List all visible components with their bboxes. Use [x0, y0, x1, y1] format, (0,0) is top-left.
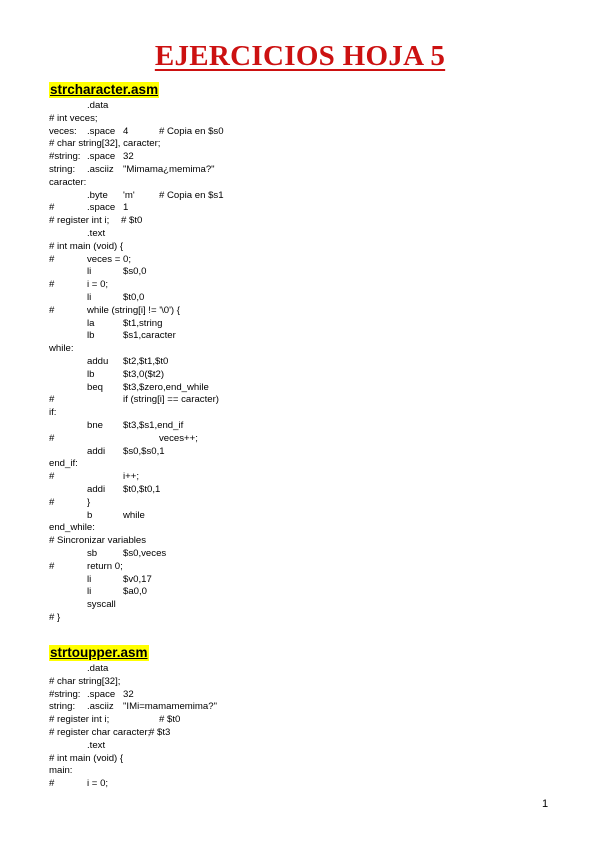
code-token: while — [123, 509, 145, 521]
code-token: beq — [87, 381, 104, 393]
code-token: $s0,veces — [123, 548, 167, 559]
code-token: $t0,0 — [123, 292, 145, 303]
code-token: veces++; — [159, 432, 198, 444]
code-token: .data — [87, 100, 109, 111]
code-token: li — [87, 573, 92, 585]
code-token: .text — [87, 228, 106, 239]
code-token: string: — [49, 701, 76, 713]
code-token: # — [49, 496, 55, 508]
code-token: end_while: — [49, 522, 95, 534]
code-token: 'm' — [123, 189, 135, 201]
code-token: end_if: — [49, 458, 78, 470]
code-token: # int veces; — [49, 112, 98, 124]
code-token: i++; — [123, 471, 140, 483]
code-token: la — [87, 317, 95, 329]
code-token: $t1,string — [123, 317, 163, 329]
code-token: $a0,0 — [123, 586, 148, 598]
code-token: lb — [87, 368, 95, 380]
section-heading: strcharacter.asm — [50, 82, 159, 97]
code-token: # char string[32]; — [49, 675, 121, 687]
code-token: li — [87, 586, 92, 598]
code-token: if: — [49, 407, 57, 419]
code-token: .space — [87, 151, 116, 163]
code-token: addu — [87, 356, 109, 367]
code-token: $t0,$t0,1 — [123, 484, 161, 495]
code-token: # int main (void) { — [49, 752, 124, 764]
code-token: $t3,$s1,end_if — [123, 420, 184, 431]
code-token: addi — [87, 484, 106, 495]
code-token: .space — [87, 688, 116, 700]
code-token: .asciiz — [87, 701, 114, 713]
code-token: return 0; — [87, 560, 123, 572]
code-token: lb — [87, 330, 95, 342]
section-heading: strtoupper.asm — [50, 645, 148, 660]
code-token: addi — [87, 445, 106, 457]
code-token: caracter: — [49, 176, 87, 188]
code-token: # char string[32], caracter; — [49, 138, 161, 150]
code-token: $t2,$t1,$t0 — [123, 356, 169, 367]
code-token: while: — [49, 343, 74, 355]
code-token: main: — [49, 765, 73, 777]
code-token: .text — [87, 739, 106, 751]
code-token: 1 — [123, 202, 129, 214]
code-token: $v0,17 — [123, 573, 152, 585]
code-token: # — [49, 778, 55, 790]
code-token: $s0,0 — [123, 266, 147, 278]
code-token: "Mimama¿memima?" — [123, 164, 215, 175]
code-token: $t3,0($t2) — [123, 368, 165, 380]
code-token: # Sincronizar variables — [49, 535, 147, 547]
code-token: if (string[i] == caracter) — [123, 394, 219, 406]
code-token: .byte — [87, 189, 108, 201]
code-token: i = 0; — [87, 778, 109, 790]
code-token: bne — [87, 420, 104, 431]
code-token: .space — [87, 202, 116, 214]
code-token: $s0,$s0,1 — [123, 445, 165, 457]
code-token: #string: — [49, 688, 81, 700]
code-token: string: — [49, 164, 76, 175]
code-token: li — [87, 292, 92, 303]
code-token: # register int i; — [49, 215, 110, 227]
code-token: # $t0 — [159, 714, 181, 726]
code-token: #string: — [49, 151, 81, 163]
code-token: 32 — [123, 151, 134, 163]
code-token: # — [49, 560, 55, 572]
code-token: while (string[i] != '\0') { — [87, 304, 180, 316]
code-token: # Copia en $s0 — [159, 125, 224, 137]
code-token: # — [49, 394, 55, 406]
code-token: .data — [87, 663, 109, 674]
code-token: veces = 0; — [87, 253, 131, 265]
code-token: veces: — [49, 125, 77, 137]
page-title: EJERCICIOS HOJA 5 — [154, 40, 446, 72]
code-token: # } — [49, 612, 61, 623]
code-token: li — [87, 266, 92, 278]
code-token: i = 0; — [87, 279, 109, 291]
code-token: # — [49, 202, 55, 214]
code-token: syscall — [87, 599, 116, 611]
code-token: .asciiz — [87, 164, 114, 175]
code-token: # int main (void) { — [49, 240, 124, 252]
code-token: b — [87, 509, 93, 521]
code-token: # $t0 — [121, 215, 143, 227]
code-token: # — [49, 253, 55, 265]
code-token: } — [87, 496, 91, 508]
code-token: # register char caracter; — [49, 727, 151, 738]
code-token: # — [49, 471, 55, 483]
code-token: .space — [87, 125, 116, 137]
page-number: 1 — [542, 798, 549, 810]
code-token: $t3,$zero,end_while — [123, 381, 209, 393]
code-token: # — [49, 279, 55, 291]
code-token: # Copia en $s1 — [159, 189, 224, 201]
code-token: "IMi=mamamemima?" — [123, 701, 217, 713]
code-token: # — [49, 432, 55, 444]
code-token: $s1,caracter — [123, 330, 176, 342]
code-token: # register int i; — [49, 714, 110, 726]
code-token: 32 — [123, 688, 134, 700]
code-token: sb — [87, 548, 98, 559]
code-token: # $t3 — [149, 727, 171, 738]
code-token: # — [49, 304, 55, 316]
code-token: 4 — [123, 125, 129, 137]
